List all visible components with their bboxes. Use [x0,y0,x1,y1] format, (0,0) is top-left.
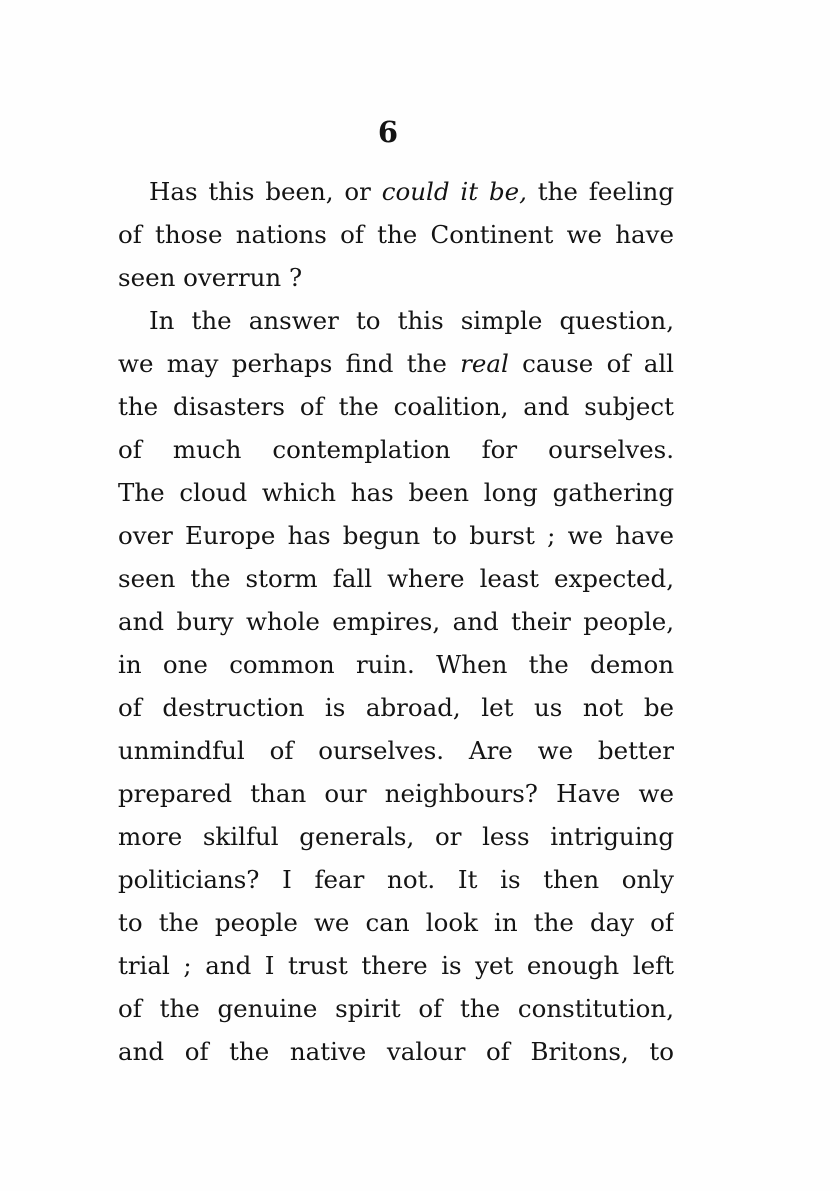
text-line: trial ; and I trust there is yet enough left [118,951,674,980]
text-line: seen overrun ? [118,263,303,292]
emphasis-text: real [460,349,509,378]
text-line: Has this been, or could it be, the feeling [149,177,674,206]
text-line: and of the native valour of Britons, to [118,1037,674,1066]
text-line: unmindful of ourselves. Are we better [118,736,674,765]
text-line: more skilful generals, or less intriguing [118,822,674,851]
text-line: of the genuine spirit of the constitution, [118,994,674,1023]
text-line: to the people we can look in the day of [118,908,674,937]
text-line: over Europe has begun to burst ; we have [118,521,674,550]
text-line: of much contemplation for ourselves. [118,435,674,464]
page-number: 6 [377,115,399,149]
text-line: the disasters of the coalition, and subject [118,392,674,421]
text-line: we may perhaps find the real cause of all [118,349,674,378]
text-line: The cloud which has been long gathering [118,478,674,507]
text-line: prepared than our neighbours? Have we [118,779,674,808]
text-line: seen the storm fall where least expected, [118,564,674,593]
text-line: in one common ruin. When the demon [118,650,674,679]
text-line: and bury whole empires, and their people, [118,607,674,636]
text-line: of those nations of the Continent we have [118,220,674,249]
text-line: politicians? I fear not. It is then only [118,865,674,894]
body-text [118,170,674,1073]
emphasis-text: could it be, [381,177,527,206]
text-line: In the answer to this simple question, [149,306,674,335]
text-line: of destruction is abroad, let us not be [118,693,674,722]
